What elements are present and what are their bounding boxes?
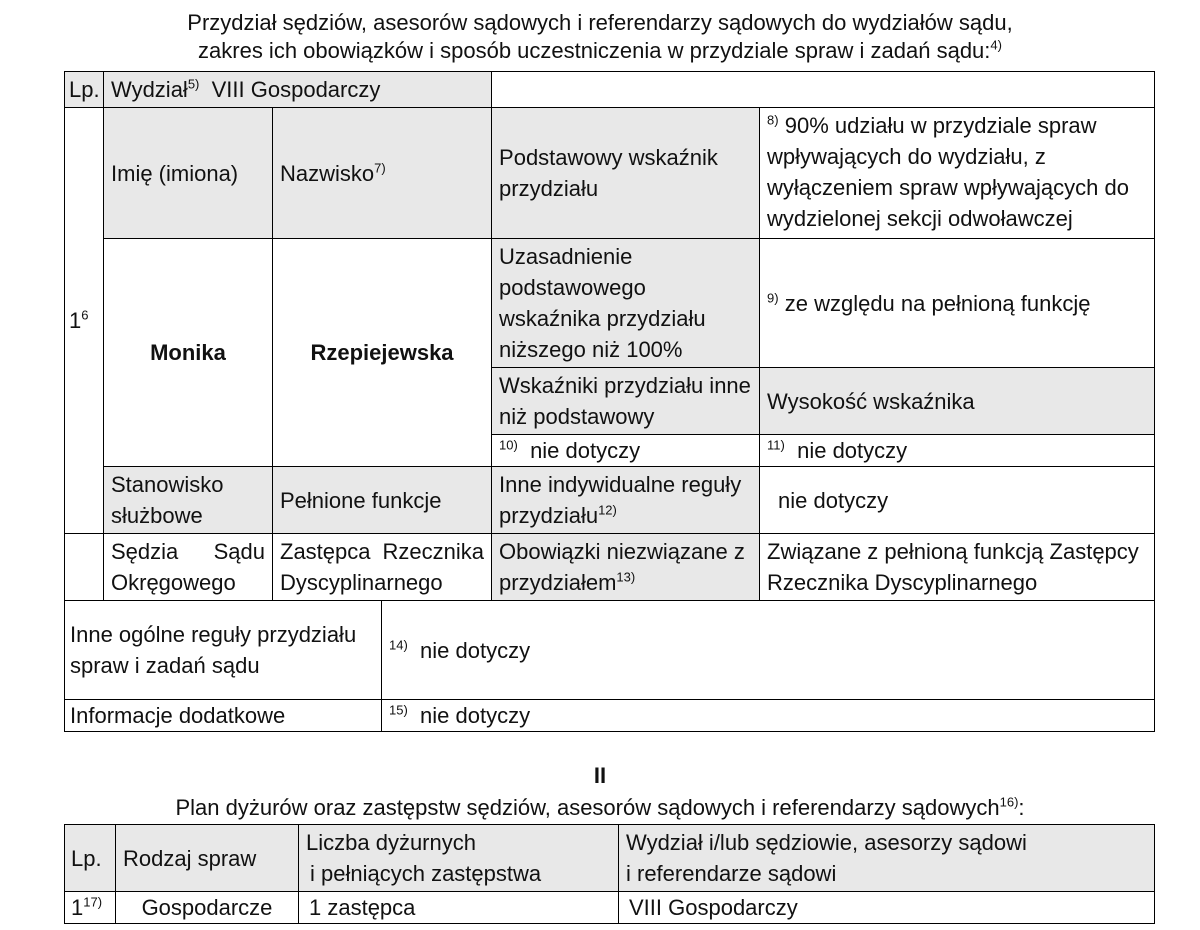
table-row — [65, 892, 1155, 924]
col-wydzial-header: Wydział i/lub sędziowie, asesorzy sądowi i referendarze sądowi — [619, 825, 1155, 892]
row-wydzial: VIII Gospodarczy — [619, 892, 1155, 924]
stanowisko-label: Stanowisko służbowe — [104, 467, 273, 534]
row-lp: 1$^{17)}$ — [65, 892, 116, 924]
section2-heading: Plan dyżurów oraz zastępstw sędziów, asesorów sądowych i referendarzy sądowych$^{16)}$: — [175, 794, 1025, 820]
wskaznik-value: $^{8)}$ 90% udziału w przydziale spraw wpływających do wydziału, z wyłączeniem spraw wpływających do wydzielonej sekcji odwoławczej — [760, 108, 1155, 239]
col-lp-header: Lp. — [65, 825, 116, 892]
first-name: Monika — [104, 239, 273, 467]
nazwisko-label: Nazwisko$^{7)}$ — [273, 108, 492, 239]
wskaznik-label: Podstawowy wskaźnik przydziału — [492, 108, 760, 239]
wydzial-value: VIII Gospodarczy — [211, 77, 381, 102]
uzasadnienie-value: $^{9)}$ ze względu na pełnioną funkcję — [760, 239, 1155, 368]
last-name: Rzepiejewska — [273, 239, 492, 467]
section1-heading — [0, 9, 1200, 65]
col-liczba-header: Liczba dyżurnych i pełniących zastępstwa — [299, 825, 619, 892]
col-rodzaj-header: Rodzaj spraw — [116, 825, 299, 892]
duty-plan-table — [64, 824, 1155, 924]
inne-wskazniki-value: $^{10)}$ nie dotyczy — [492, 435, 760, 467]
lp-header: Lp. — [65, 72, 104, 108]
section2-numeral: II — [593, 763, 607, 788]
funkcje-value: Zastępca Rzecznika Dyscyplinarnego — [273, 534, 492, 601]
wydzial-header: Wydział$^{5)}$ VIII Gospodarczy — [104, 72, 492, 108]
ogolne-reguly-label: Inne ogólne reguły przydziału spraw i zadań sądu — [65, 601, 382, 700]
row-liczba: 1 zastępca — [299, 892, 619, 924]
wydzial-blank-cell — [492, 72, 1155, 108]
section1-heading-line2: zakres ich obowiązków i sposób uczestniczenia w przydziale spraw i zadań sądu:$^{4)}$ — [198, 37, 1002, 63]
wysokosc-value: $^{11)}$ nie dotyczy — [760, 435, 1155, 467]
row-number-continuation — [65, 534, 104, 601]
informacje-label: Informacje dodatkowe — [65, 700, 382, 732]
inne-reguly-value: nie dotyczy — [760, 467, 1155, 534]
stanowisko-value: Sędzia Sądu Okręgowego — [104, 534, 273, 601]
obowiazki-label: Obowiązki niezwiązane z przydziałem$^{13)}$ — [492, 534, 760, 601]
obowiazki-value: Związane z pełnioną funkcją Zastępcy Rzecznika Dyscyplinarnego — [760, 534, 1155, 601]
row-rodzaj: Gospodarcze — [116, 892, 299, 924]
informacje-value: $^{15)}$ nie dotyczy — [382, 700, 1155, 732]
inne-reguly-label: Inne indywidualne reguły przydziału$^{12)}$ — [492, 467, 760, 534]
funkcje-label: Pełnione funkcje — [273, 467, 492, 534]
uzasadnienie-label: Uzasadnienie podstawowego wskaźnika przydziału niższego niż 100% — [492, 239, 760, 368]
inne-wskazniki-label: Wskaźniki przydziału inne niż podstawowy — [492, 368, 760, 435]
wysokosc-label: Wysokość wskaźnika — [760, 368, 1155, 435]
assignment-table — [64, 71, 1155, 732]
section1-heading-line1: Przydział sędziów, asesorów sądowych i referendarzy sądowych do wydziałów sądu, — [187, 10, 1013, 35]
imie-label: Imię (imiona) — [104, 108, 273, 239]
row-number: $1^6$ — [65, 108, 104, 534]
ogolne-reguly-value: $^{14)}$ nie dotyczy — [382, 601, 1155, 700]
